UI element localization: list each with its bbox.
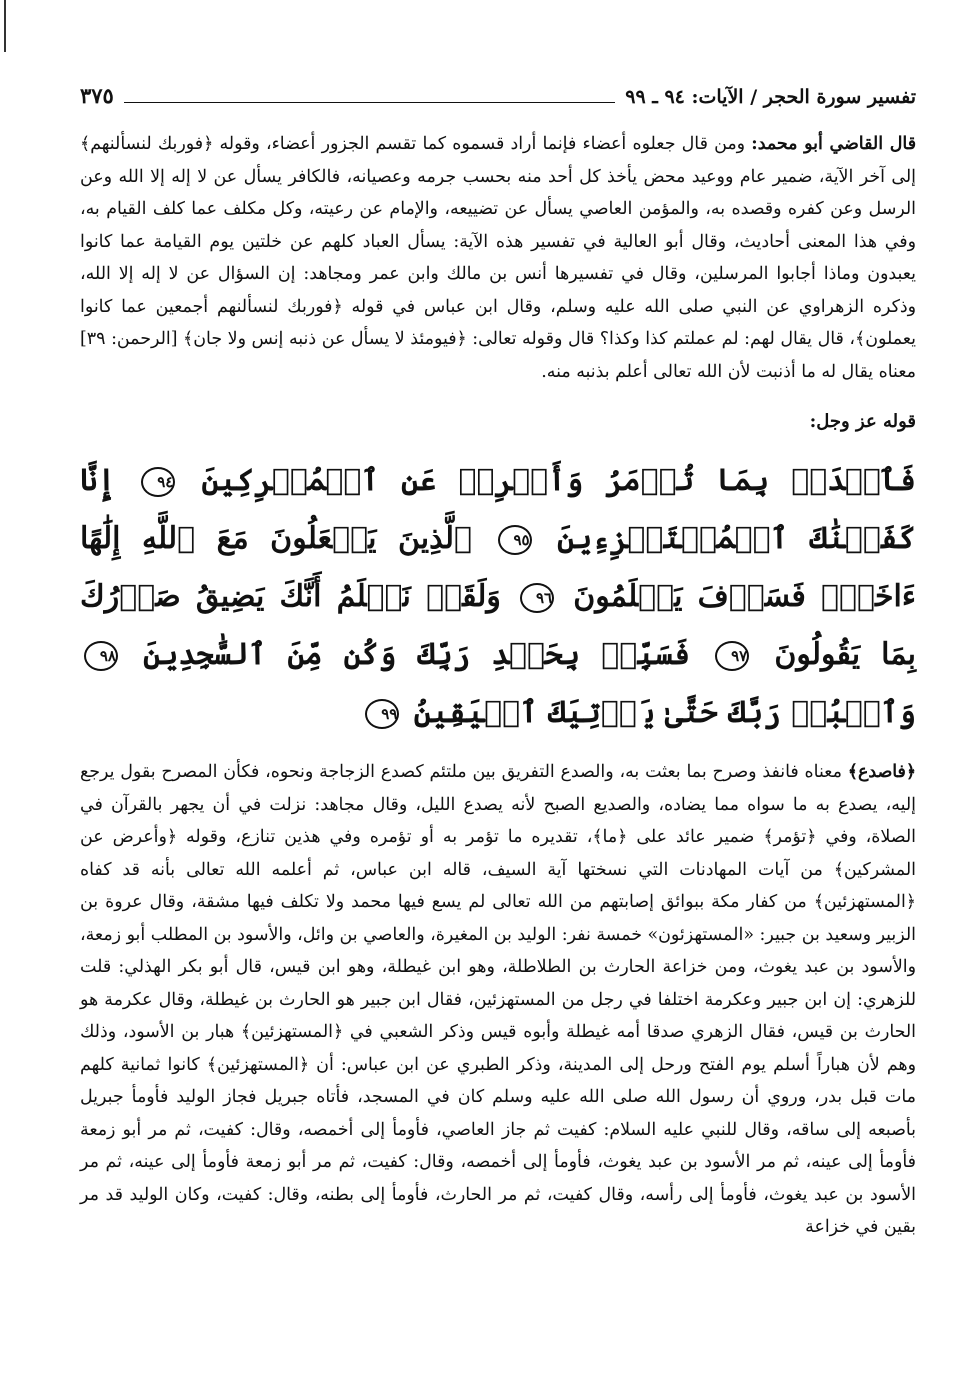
paragraph-1-body: ومن قال جعلوه أعضاء فإنما أراد قسموه كما تقسم الجزور أعضاء، وقوله ﴿فوربك لنسألنهم﴾ إلى آخر الآية، ضمير عام ووعيد محض يأخذ كل أحد منه بحسب جرمه وعصيانه، فالكافر يسأل عن لا إله إلا الله وعن الرسل وعن كفره وقصده به، والمؤمن العاصي يسأل عن تضييعه، والإمام عن رعيته، وكل مكلف عما كلف القيام به، وفي هذا المعنى أحاديث، وقال أبو العالية في تفسير هذه الآية: يسأل العباد كلهم عن خلتين يوم القيامة عما كانوا يعبدون وماذا أجابوا المرسلين، وقال في تفسيرها أنس بن مالك وابن عمر ومجاهد: إن السؤال عن لا إله إلا الله، وذكره الزهراوي عن النبي صلى الله عليه وسلم، وقال ابن عباس في قوله ﴿فوربك لنسألنهم أجمعين عما كانوا يعملون﴾، قال يقال لهم: لم عملتم كذا وكذا؟ قال وقوله تعالى: ﴿فيومئذ لا يسأل عن ذنبه إنس ولا جان﴾ [الرحمن: ٣٩] معناه يقال له ما أذنبت لأن الله تعالى أعلم بذنبه منه. — [80, 134, 916, 382]
verse-text: وَلَقَدۡ نَعۡلَمُ أَنَّكَ يَضِيقُ صَدۡرُكَ بِمَا يَقُولُونَ — [80, 579, 917, 672]
verse-text: فَسَبِّحۡ بِحَمۡدِ رَبِّكَ وَكُن مِّنَ ٱلسَّٰجِدِينَ — [143, 637, 691, 672]
ayah-number-marker: ٩٩ — [365, 699, 399, 729]
commentary-paragraph-1 — [80, 128, 916, 388]
commentary-paragraph-2 — [80, 756, 916, 1244]
paragraph-2-lead: ﴿فاصدع﴾ — [847, 762, 917, 782]
paragraph-1-lead: قال القاضي أبو محمد: — [751, 134, 917, 154]
verse-text: ٱلَّذِينَ يَجۡعَلُونَ مَعَ ٱللَّهِ إِلَٰهًا ءَاخَرَۚ فَسَوۡفَ يَعۡلَمُونَ — [80, 521, 916, 614]
document-page — [80, 82, 916, 1244]
verse-intro: قوله عز وجل: — [809, 411, 916, 432]
ayah-number-marker: ٩٨ — [84, 641, 118, 671]
verse-text: وَٱعۡبُدۡ رَبَّكَ حَتَّىٰ يَأۡتِيَكَ ٱلۡيَقِينُ — [413, 695, 916, 730]
running-title: تفسير سورة الحجر / الآيات: ٩٤ ـ ٩٩ — [625, 86, 916, 108]
verse-text: إِنَّا كَفَيۡنَٰكَ ٱلۡمُسۡتَهۡزِءِينَ — [80, 463, 916, 556]
page-header — [80, 82, 916, 108]
scan-margin-line — [4, 0, 6, 52]
paragraph-2-body: معناه فانفذ وصرح بما بعثت به، والصدع التفريق بين ملتئم كصدع الزجاجة ونحوه، فكأن المصرح بقول يرجع إليه، يصدع به ما سواه مما يضاده، والصديع الصبح لأنه يصدع الليل، وقال مجاهد: نزلت في أن يجهر بالقرآن في الصلاة، وفي ﴿تؤمر﴾ ضمير عائد على ﴿ما﴾، تقديره ما تؤمر به أو تؤمره وفي هذين تنازع، وقوله ﴿وأعرض عن المشركين﴾ من آيات المهادنات التي نسختها آية السيف، قاله ابن عباس، ثم أعلمه الله تعالى بأنه قد كفاه ﴿المستهزئين﴾ من كفار مكة ببوائق إصابتهم من الله تعالى لم يسع فيها محمد ولا تكلف فيها مشقة، وقال عروة بن الزبير وسعيد بن جبير: «المستهزئون» خمسة نفر: الوليد بن المغيرة، والعاصي بن وائل، والأسود بن المطلب أبو زمعة، والأسود بن عبد يغوث، ومن خزاعة الحارث بن الطلاطلة، وهو ابن غيطلة، وهو ابن قيس، قال أبو بكر الهذلي: قلت للزهري: إن ابن جبير وعكرمة اختلفا في رجل من المستهزئين، فقال ابن جبير هو الحارث بن غيطلة، وقال عكرمة هو الحارث بن قيس، فقال الزهري صدقا أمه غيطلة وأبوه قيس وذكر الشعبي في ﴿المستهزئين﴾ هبار بن الأسود، وذلك وهم لأن هباراً أسلم يوم الفتح ورحل إلى المدينة، وذكر الطبري عن ابن عباس: أن ﴿المستهزئين﴾ كانوا ثمانية كلهم مات قبل بدر، وروي أن رسول الله صلى الله عليه وسلم كان في المسجد، فأتاه جبريل فجاز الوليد فأومأ جبريل بأصبعه إلى ساقه، وقال للنبي عليه السلام: كفيت ثم جاز العاصي، فأومأ إلى أخمصه، وقال: كفيت، ثم مر أبو زمعة فأومأ إلى عينه، ثم مر الأسود بن عبد يغوث، فأومأ إلى أخمصه، وقال: كفيت، ثم مر أبو زمعة فأومأ إلى عينه، ثم مر الأسود بن عبد يغوث، فأومأ إلى رأسه، وقال كفيت، ثم مر الحارث، فأومأ إلى بطنه، وقال: كفيت، وكان الوليد قد مر بقين في خزاعة — [80, 762, 916, 1237]
header-rule — [124, 102, 615, 103]
ayah-number-marker: ٩٥ — [498, 525, 532, 555]
ayah-number-marker: ٩٤ — [141, 467, 175, 497]
ayah-number-marker: ٩٧ — [715, 641, 749, 671]
page-number: ٣٧٥ — [80, 83, 114, 108]
verse-text: فَٱصۡدَعۡ بِمَا تُؤۡمَرُ وَأَعۡرِضۡ عَنِ ٱلۡمُشۡرِكِينَ — [201, 463, 917, 498]
quran-verses-block — [80, 452, 916, 742]
ayah-number-marker: ٩٦ — [520, 583, 554, 613]
